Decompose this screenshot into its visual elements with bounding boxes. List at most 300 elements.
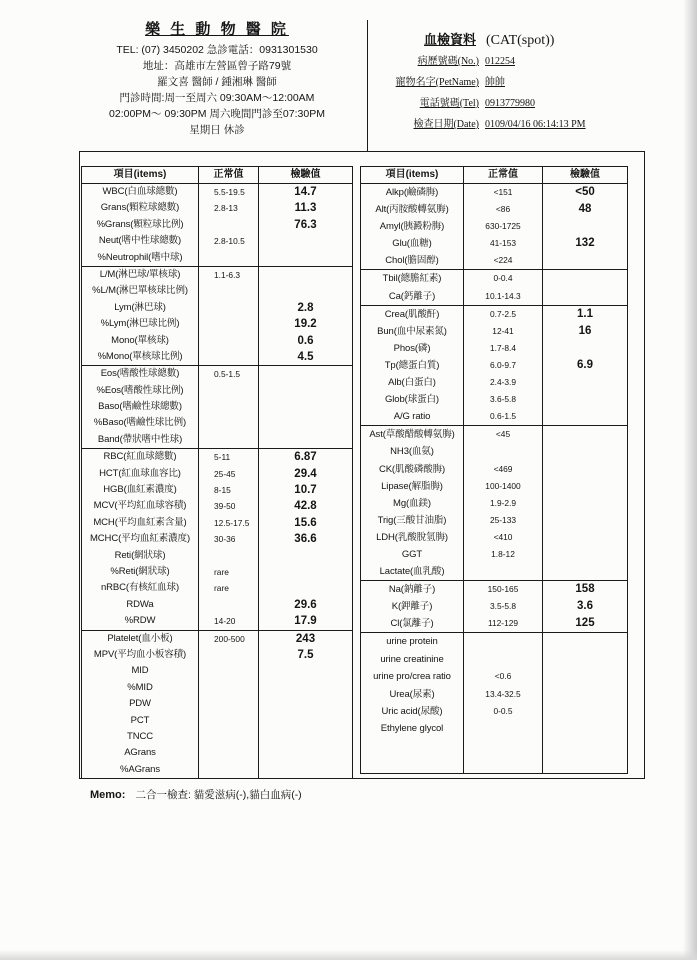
normal-range-cell (199, 745, 259, 761)
test-value-cell (543, 633, 627, 650)
normal-range-cell: <151 (464, 184, 543, 201)
test-value-cell: 48 (578, 203, 592, 216)
table-row (82, 531, 352, 547)
normal-range-cell (199, 383, 259, 399)
table-row (82, 597, 352, 613)
item-name-cell: Alt(丙胺酸轉氨脢) (361, 201, 464, 218)
table-row (361, 495, 627, 512)
table-row (361, 703, 627, 720)
normal-range-cell: 1.7-8.4 (464, 340, 543, 357)
memo-label: Memo: (90, 789, 126, 801)
report-subtitle: (CAT(spot)) (486, 33, 555, 48)
normal-range-cell: <0.6 (464, 668, 543, 685)
normal-range-cell (199, 300, 259, 316)
test-value-cell (543, 563, 627, 580)
item-name-cell: Bun(血中尿素氮) (361, 323, 464, 340)
memo-text: 二合一檢查: 貓愛滋病(-),貓白血病(-) (135, 789, 302, 801)
normal-range-cell: 13.4-32.5 (464, 686, 543, 703)
table-row (361, 686, 627, 703)
normal-range-cell: rare (199, 580, 259, 596)
item-name-cell: MCH(平均血紅素含量) (82, 515, 199, 531)
table-row (82, 300, 352, 316)
phone-label: 電話號碼(Tel) (419, 98, 479, 109)
test-value-cell: 11.3 (294, 202, 317, 215)
item-name-cell: %MID (82, 680, 199, 696)
header-divider (367, 20, 368, 151)
item-name-cell: LDH(乳酸脫氫脢) (361, 529, 464, 546)
item-name-cell: GGT (361, 546, 464, 563)
table-row (82, 745, 352, 761)
table-filler-row (361, 738, 627, 773)
table-header-row (361, 167, 627, 183)
clinic-hours-1: 門診時間:周一至周六 09:30AM～12:00AM (119, 92, 315, 104)
report-info (372, 30, 672, 135)
test-value-cell (543, 461, 627, 478)
normal-range-cell: 8-15 (199, 482, 259, 498)
test-value-cell (259, 729, 352, 745)
result-group (360, 269, 628, 305)
empty-cell (464, 738, 543, 773)
normal-range-cell (199, 647, 259, 663)
table-row (82, 366, 352, 382)
item-name-cell: PCT (82, 713, 199, 729)
item-name-cell: Crea(肌酸酐) (361, 306, 464, 323)
normal-range-cell (199, 217, 259, 233)
result-group (81, 183, 353, 267)
table-row (82, 184, 352, 200)
result-group (360, 425, 628, 581)
table-row (361, 529, 627, 546)
item-name-cell: %Grans(顆粒球比例) (82, 217, 199, 233)
normal-range-cell (464, 443, 543, 460)
item-name-cell: Alkp(鹼磷脢) (361, 184, 464, 201)
item-name-cell: L/M(淋巴球/單核球) (82, 267, 199, 283)
normal-range-cell (199, 597, 259, 613)
test-value-cell (259, 267, 352, 283)
normal-range-cell: 1.9-2.9 (464, 495, 543, 512)
test-value-cell: 17.9 (294, 615, 317, 628)
test-value-cell: 0.6 (297, 334, 314, 347)
table-row (82, 762, 352, 778)
test-value-header: 檢驗值 (570, 169, 600, 180)
item-name-cell: Eos(嗜酸性球總數) (82, 366, 199, 382)
item-name-cell: urine pro/crea ratio (361, 668, 464, 685)
table-row (82, 283, 352, 299)
item-name-cell: urine protein (361, 633, 464, 650)
exam-date-value: 0109/04/16 06:14:13 PM (485, 119, 586, 130)
table-row (361, 201, 627, 218)
item-name-cell: %Mono(單核球比例) (82, 349, 199, 365)
item-name-cell: Ethylene glycol (361, 720, 464, 737)
normal-range-cell: 0.7-2.5 (464, 306, 543, 323)
item-name-cell: Baso(嗜鹼性球總數) (82, 399, 199, 415)
normal-range-cell: 1.8-12 (464, 546, 543, 563)
table-row (361, 581, 627, 598)
item-name-cell: Neut(嗜中性球總數) (82, 233, 199, 249)
item-name-cell: %Eos(嗜酸性球比例) (82, 383, 199, 399)
normal-range-cell: 2.8-13 (199, 200, 259, 216)
table-row (82, 713, 352, 729)
normal-range-cell: 5-11 (199, 449, 259, 465)
result-group (360, 580, 628, 633)
result-group (360, 305, 628, 427)
item-name-cell: MPV(平均血小板容積) (82, 647, 199, 663)
test-value-cell (259, 680, 352, 696)
table-row (82, 548, 352, 564)
normal-range-cell (199, 696, 259, 712)
normal-range-cell: <224 (464, 252, 543, 269)
test-value-cell: 2.8 (297, 301, 314, 314)
table-row (82, 696, 352, 712)
item-name-cell: RDWa (82, 597, 199, 613)
table-row (361, 218, 627, 235)
test-value-cell (259, 548, 352, 564)
clinic-tel: TEL: (07) 3450202 急診電話：0931301530 (116, 44, 318, 56)
normal-range-cell (199, 283, 259, 299)
normal-range-cell: 0.6-1.5 (464, 408, 543, 425)
item-name-cell: Band(帶狀嗜中性球) (82, 432, 199, 448)
table-row (82, 250, 352, 266)
table-row (82, 200, 352, 216)
test-value-cell (543, 668, 627, 685)
normal-range-cell: 30-36 (199, 531, 259, 547)
clinic-hours-2: 02:00PM～ 09:30PM 周六晚間門診至07:30PM (109, 108, 325, 120)
normal-range-cell: 2.8-10.5 (199, 233, 259, 249)
clinic-name (76, 18, 358, 42)
normal-range-header: 正常值 (464, 167, 543, 183)
test-value-cell (543, 651, 627, 668)
test-value-cell (259, 415, 352, 431)
result-group (81, 448, 353, 630)
normal-range-cell (199, 762, 259, 778)
test-value-cell (259, 713, 352, 729)
normal-range-cell: 630-1725 (464, 218, 543, 235)
normal-range-cell (199, 680, 259, 696)
test-value-cell (543, 512, 627, 529)
item-name-cell: HCT(紅血球血容比) (82, 466, 199, 482)
table-row (361, 408, 627, 425)
table-row (82, 482, 352, 498)
test-value-cell: 76.3 (294, 218, 317, 231)
normal-range-cell: 200-500 (199, 631, 259, 647)
record-number-value: 012254 (485, 56, 515, 67)
normal-range-cell: rare (199, 564, 259, 580)
scan-edge-shadow (0, 950, 697, 960)
test-value-header: 檢驗值 (290, 169, 321, 180)
test-value-cell: 4.5 (297, 350, 314, 363)
table-row (361, 720, 627, 737)
normal-range-cell (464, 633, 543, 650)
item-name-cell: %Reti(網狀球) (82, 564, 199, 580)
clinic-header (76, 18, 358, 138)
scan-edge-shadow (683, 0, 697, 960)
table-row (361, 323, 627, 340)
table-row (361, 235, 627, 252)
test-value-cell: 6.9 (577, 358, 593, 371)
item-name-cell: Ca(鈣離子) (361, 288, 464, 305)
test-value-cell (543, 288, 627, 305)
item-name-cell: PDW (82, 696, 199, 712)
table-row (82, 631, 352, 647)
test-value-cell: 36.6 (294, 533, 317, 546)
clinic-closed-day: 星期日 休診 (189, 124, 245, 136)
normal-range-cell: 14-20 (199, 613, 259, 629)
table-row (361, 252, 627, 269)
empty-cell (361, 738, 464, 773)
item-name-cell: Alb(白蛋白) (361, 374, 464, 391)
test-value-cell: 7.5 (297, 648, 314, 661)
test-value-cell (259, 432, 352, 448)
normal-range-cell: 112-129 (464, 615, 543, 632)
normal-range-cell (464, 651, 543, 668)
table-row (82, 383, 352, 399)
table-row (361, 184, 627, 201)
test-value-cell (259, 696, 352, 712)
item-name-cell: %Baso(嗜鹼性球比例) (82, 415, 199, 431)
table-row (361, 461, 627, 478)
pet-name-value: 帥帥 (485, 77, 505, 88)
table-row (82, 267, 352, 283)
normal-range-cell (199, 415, 259, 431)
table-row (82, 647, 352, 663)
table-row (82, 466, 352, 482)
item-name-cell: Urea(尿素) (361, 686, 464, 703)
table-row (361, 306, 627, 323)
normal-range-cell: <469 (464, 461, 543, 478)
normal-range-cell (199, 548, 259, 564)
test-value-cell: 132 (575, 237, 595, 250)
item-name-cell: Lipase(解脂脢) (361, 478, 464, 495)
item-name-cell: Amyl(胰澱粉脢) (361, 218, 464, 235)
normal-range-cell (464, 563, 543, 580)
item-name-cell: MID (82, 663, 199, 679)
normal-range-cell: 39-50 (199, 498, 259, 514)
test-value-cell (259, 399, 352, 415)
test-value-cell: 1.1 (577, 307, 593, 320)
item-name-cell: nRBC(有核紅血球) (82, 580, 199, 596)
item-name-cell: %RDW (82, 613, 199, 629)
table-row (82, 680, 352, 696)
item-name-cell: Lym(淋巴球) (82, 300, 199, 316)
test-value-cell (259, 663, 352, 679)
item-name-cell: HGB(血紅素濃度) (82, 482, 199, 498)
normal-range-cell: 12-41 (464, 323, 543, 340)
table-row (82, 349, 352, 365)
test-value-cell (259, 762, 352, 778)
table-header (360, 166, 628, 184)
test-value-cell (543, 686, 627, 703)
normal-range-cell: <86 (464, 201, 543, 218)
table-row (82, 729, 352, 745)
test-value-cell (543, 391, 627, 408)
item-name-cell: A/G ratio (361, 408, 464, 425)
normal-range-cell (199, 713, 259, 729)
normal-range-cell: 5.5-19.5 (199, 184, 259, 200)
normal-range-cell: 10.1-14.3 (464, 288, 543, 305)
normal-range-cell: 150-165 (464, 581, 543, 598)
table-row (82, 580, 352, 596)
test-value-cell: 29.4 (294, 467, 317, 480)
normal-range-cell: 100-1400 (464, 478, 543, 495)
table-row (82, 415, 352, 431)
item-name-cell: CK(肌酸磷酸脢) (361, 461, 464, 478)
test-value-cell (259, 366, 352, 382)
test-value-cell: 10.7 (294, 484, 317, 497)
item-name-cell: Platelet(血小板) (82, 631, 199, 647)
item-name-cell: Trig(三酸甘油脂) (361, 512, 464, 529)
normal-range-cell: 1.1-6.3 (199, 267, 259, 283)
test-value-cell (259, 383, 352, 399)
table-row (82, 316, 352, 332)
test-value-cell (543, 252, 627, 269)
table-row (361, 391, 627, 408)
item-name-cell: %Neutrophil(嗜中球) (82, 250, 199, 266)
test-value-cell (543, 546, 627, 563)
chemistry-results-table (360, 166, 628, 774)
table-row (82, 449, 352, 465)
item-name-cell: Ast(草酸醋酸轉氨脢) (361, 426, 464, 443)
result-group (360, 632, 628, 774)
normal-range-cell (199, 333, 259, 349)
test-value-cell: 16 (578, 324, 592, 337)
normal-range-header: 正常值 (199, 167, 259, 183)
table-row (361, 426, 627, 443)
item-name-cell: %AGrans (82, 762, 199, 778)
table-row (82, 613, 352, 629)
test-value-cell (543, 443, 627, 460)
item-name-cell: Lactate(血乳酸) (361, 563, 464, 580)
item-name-cell: WBC(白血球總數) (82, 184, 199, 200)
result-group (81, 365, 353, 449)
test-value-cell: 42.8 (294, 500, 317, 513)
test-value-cell (543, 374, 627, 391)
result-group (360, 183, 628, 270)
report-title-row (372, 30, 672, 50)
test-value-cell: 14.7 (294, 186, 317, 198)
test-value-cell: 29.6 (294, 598, 317, 611)
hematology-results-table (81, 166, 353, 774)
item-name-cell: Glu(血糖) (361, 235, 464, 252)
table-row (82, 217, 352, 233)
test-value-cell: <50 (575, 186, 595, 198)
test-value-cell (543, 478, 627, 495)
test-value-cell (543, 703, 627, 720)
table-row (82, 333, 352, 349)
memo (90, 787, 302, 802)
item-name-cell: Mg(血鎂) (361, 495, 464, 512)
item-header: 項目(items) (361, 167, 464, 183)
table-row (361, 340, 627, 357)
normal-range-cell: <410 (464, 529, 543, 546)
item-name-cell: Grans(顆粒球總數) (82, 200, 199, 216)
test-value-cell (543, 408, 627, 425)
item-name-cell: %L/M(淋巴單核球比例) (82, 283, 199, 299)
test-value-cell (543, 529, 627, 546)
normal-range-cell: 0-0.4 (464, 270, 543, 287)
normal-range-cell (199, 663, 259, 679)
record-number-label: 病歷號碼(No.) (417, 56, 479, 67)
test-value-cell (259, 745, 352, 761)
normal-range-cell: 12.5-17.5 (199, 515, 259, 531)
normal-range-cell: <45 (464, 426, 543, 443)
normal-range-cell (199, 316, 259, 332)
table-row (361, 512, 627, 529)
item-name-cell: urine creatinine (361, 651, 464, 668)
test-value-cell: 15.6 (294, 516, 317, 529)
table-row (82, 432, 352, 448)
table-row (361, 443, 627, 460)
item-name-cell: RBC(紅血球總數) (82, 449, 199, 465)
test-value-cell (543, 340, 627, 357)
item-name-cell: Tbil(總膽紅素) (361, 270, 464, 287)
result-group (81, 266, 353, 366)
normal-range-cell: 0-0.5 (464, 703, 543, 720)
pet-name-label: 寵物名字(PetName) (395, 77, 479, 88)
test-value-cell (543, 720, 627, 737)
item-name-cell: Cl(氯離子) (361, 615, 464, 632)
exam-date-label: 檢查日期(Date) (413, 119, 479, 130)
table-row (361, 478, 627, 495)
item-name-cell: Uric acid(尿酸) (361, 703, 464, 720)
report-fields (372, 51, 672, 135)
normal-range-cell (199, 399, 259, 415)
item-header: 項目(items) (82, 167, 199, 183)
clinic-name-text: 樂 生 動 物 醫 院 (145, 21, 289, 38)
phone-value: 0913779980 (485, 98, 535, 109)
normal-range-cell (199, 432, 259, 448)
table-row (361, 270, 627, 287)
item-name-cell: MCHC(平均血紅素濃度) (82, 531, 199, 547)
test-value-cell (259, 564, 352, 580)
table-row (82, 399, 352, 415)
item-name-cell: TNCC (82, 729, 199, 745)
table-header-row (82, 167, 352, 183)
result-group (81, 630, 353, 780)
test-value-cell (543, 218, 627, 235)
item-name-cell: K(鉀離子) (361, 598, 464, 615)
table-row (361, 288, 627, 305)
normal-range-cell: 25-45 (199, 466, 259, 482)
table-header (81, 166, 353, 184)
test-value-cell (259, 580, 352, 596)
table-row (361, 633, 627, 650)
normal-range-cell: 41-153 (464, 235, 543, 252)
item-name-cell: Mono(單核球) (82, 333, 199, 349)
normal-range-cell (464, 720, 543, 737)
table-row (361, 546, 627, 563)
table-row (361, 563, 627, 580)
table-row (82, 564, 352, 580)
normal-range-cell: 25-133 (464, 512, 543, 529)
item-name-cell: %Lym(淋巴球比例) (82, 316, 199, 332)
test-value-cell: 243 (295, 632, 316, 645)
item-name-cell: AGrans (82, 745, 199, 761)
table-row (361, 615, 627, 632)
item-name-cell: Glob(球蛋白) (361, 391, 464, 408)
report-title: 血檢資料 (424, 32, 477, 47)
item-name-cell: Tp(總蛋白質) (361, 357, 464, 374)
table-row (361, 357, 627, 374)
table-row (361, 668, 627, 685)
table-row (82, 498, 352, 514)
empty-cell (543, 738, 627, 773)
table-row (82, 233, 352, 249)
item-name-cell: Chol(膽固醇) (361, 252, 464, 269)
table-row (361, 651, 627, 668)
test-value-cell: 158 (575, 583, 595, 596)
table-row (361, 598, 627, 615)
test-value-cell: 125 (575, 617, 595, 630)
